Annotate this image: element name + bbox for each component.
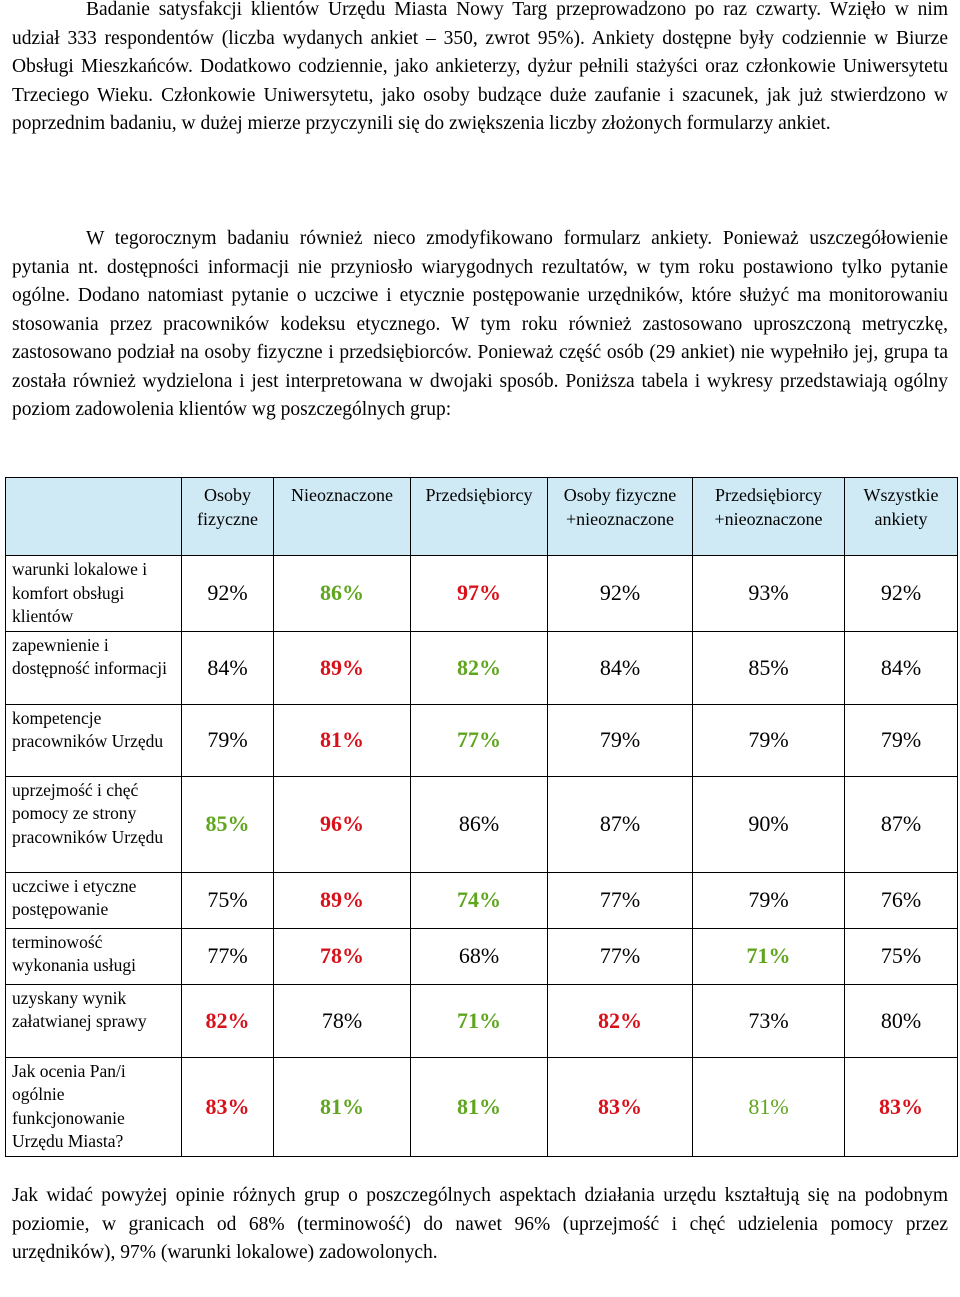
value-cell: 74% [411,872,548,928]
value-cell: 82% [411,631,548,704]
satisfaction-table [5,477,958,1157]
value-cell: 76% [845,872,958,928]
value-cell: 92% [548,556,693,632]
value-cell: 79% [693,872,845,928]
value-cell: 78% [274,984,411,1057]
value-cell: 73% [693,984,845,1057]
table-row [6,872,958,928]
row-label: terminowość wykonania usługi [6,928,182,984]
table-row [6,776,958,872]
value-cell: 84% [548,631,693,704]
value-cell: 84% [182,631,274,704]
table-row [6,984,958,1057]
header-przedsiebiorcy-nieoznaczone: Przedsiębiorcy +nieoznaczone [693,478,845,556]
value-cell: 77% [182,928,274,984]
row-label: warunki lokalowe i komfort obsługi klientów [6,556,182,632]
row-label: zapewnienie i dostępność informacji [6,631,182,704]
value-cell: 77% [548,872,693,928]
table-row [6,704,958,776]
value-cell: 80% [845,984,958,1057]
row-label: uzyskany wynik załatwianej sprawy [6,984,182,1057]
row-label: Jak ocenia Pan/i ogólnie funkcjonowanie Urzędu Miasta? [6,1057,182,1156]
value-cell: 93% [693,556,845,632]
intro-text-2: W tegorocznym badaniu również nieco zmodyfikowano formularz ankiety. Ponieważ uszczegółowienie pytania nt. dostępności informacji nie przyniosło wiarygodnych rezultatów, w tym roku postawiono tylko pytanie ogólne. Dodano natomiast pytanie o uczciwe i etycznie postępowanie urzędników, które służyć ma monitorowaniu stosowania przez pracowników kodeksu etycznego. W tym roku również zastosowano uproszczoną metryczkę, zastosowano podział na osoby fizyczne i przedsiębiorców. Ponieważ część osób (29 ankiet) nie wypełniło jej, grupa ta została również wydzielona i jest interpretowana w dwojaki sposób. Poniższa tabela i wykresy przedstawiają ogólny poziom zadowolenia klientów wg poszczególnych grup: [12,228,948,420]
value-cell: 85% [182,776,274,872]
value-cell: 81% [274,1057,411,1156]
intro-text-1: Badanie satysfakcji klientów Urzędu Miasta Nowy Targ przeprowadzono po raz czwarty. Wzięło w nim udział 333 respondentów (liczba wydanych ankiet – 350, zwrot 95%). Ankiety dostępne były codziennie w Biurze Obsługi Mieszkańców. Dodatkowo codziennie, jako ankieterzy, dyżur pełnili stażyści oraz członkowie Uniwersytetu Trzeciego Wieku. Członkowie Uniwersytetu, jako osoby budzące duże zaufanie i szacunek, jak już stwierdzono w poprzednim badaniu, w dużej mierze przyczynili się do zwiększenia liczby złożonych formularzy ankiet. [12,0,948,134]
table-row [6,1057,958,1156]
value-cell: 83% [548,1057,693,1156]
value-cell: 81% [693,1057,845,1156]
header-nieoznaczone: Nieoznaczone [274,478,411,556]
value-cell: 84% [845,631,958,704]
value-cell: 87% [548,776,693,872]
value-cell: 82% [182,984,274,1057]
value-cell: 77% [548,928,693,984]
value-cell: 89% [274,872,411,928]
value-cell: 85% [693,631,845,704]
header-przedsiebiorcy: Przedsiębiorcy [411,478,548,556]
value-cell: 77% [411,704,548,776]
header-osoby-fizyczne: Osoby fizyczne [182,478,274,556]
value-cell: 75% [182,872,274,928]
value-cell: 87% [845,776,958,872]
table-row [6,631,958,704]
value-cell: 92% [182,556,274,632]
value-cell: 89% [274,631,411,704]
value-cell: 96% [274,776,411,872]
row-label: uczciwe i etyczne postępowanie [6,872,182,928]
value-cell: 79% [182,704,274,776]
value-cell: 97% [411,556,548,632]
value-cell: 81% [411,1057,548,1156]
intro-paragraph-1 [12,0,948,139]
conclusion-text: Jak widać powyżej opinie różnych grup o poszczególnych aspektach działania urzędu kształtują się na podobnym poziomie, w granicach od 68% (terminowość) do nawet 96% (uprzejmość i chęć udzielenia pomocy przez urzędników), 97% (warunki lokalowe) zadowolonych. [12,1185,948,1263]
conclusion-paragraph [12,1182,948,1268]
value-cell: 79% [845,704,958,776]
intro-paragraph-2 [12,225,948,425]
value-cell: 86% [274,556,411,632]
value-cell: 71% [693,928,845,984]
value-cell: 79% [548,704,693,776]
header-corner [6,478,182,556]
value-cell: 86% [411,776,548,872]
table-header-row [6,478,958,556]
header-wszystkie-ankiety: Wszystkie ankiety [845,478,958,556]
header-osoby-fizyczne-nieoznaczone: Osoby fizyczne +nieoznaczone [548,478,693,556]
value-cell: 83% [182,1057,274,1156]
value-cell: 75% [845,928,958,984]
value-cell: 82% [548,984,693,1057]
value-cell: 92% [845,556,958,632]
value-cell: 81% [274,704,411,776]
value-cell: 83% [845,1057,958,1156]
row-label: uprzejmość i chęć pomocy ze strony pracowników Urzędu [6,776,182,872]
value-cell: 79% [693,704,845,776]
row-label: kompetencje pracowników Urzędu [6,704,182,776]
value-cell: 71% [411,984,548,1057]
value-cell: 78% [274,928,411,984]
table-row [6,556,958,632]
value-cell: 68% [411,928,548,984]
table-row [6,928,958,984]
value-cell: 90% [693,776,845,872]
